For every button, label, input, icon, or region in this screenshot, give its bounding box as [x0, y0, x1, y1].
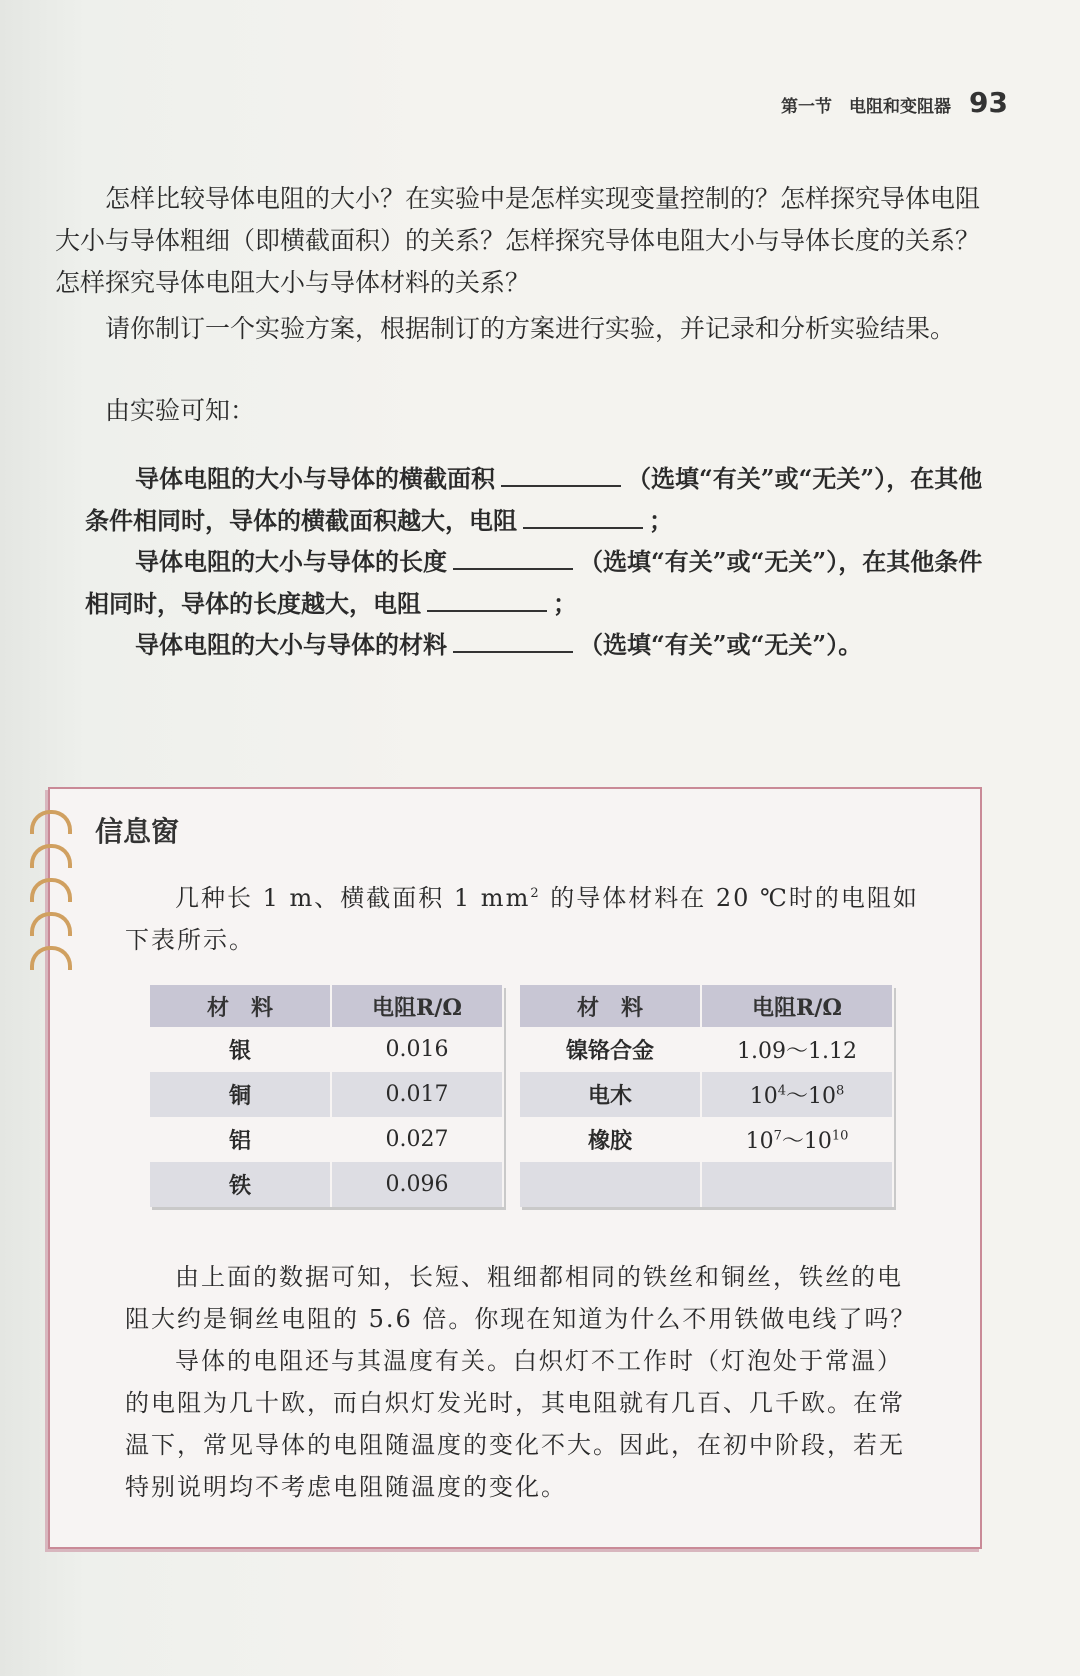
column-header-material: 材 料 [520, 985, 701, 1027]
section-title: 第一节 电阻和变阻器 [781, 97, 952, 117]
table-row: 银 0.016 [150, 1027, 503, 1072]
resistance-table-right [520, 985, 894, 1207]
answer-blank[interactable] [523, 501, 643, 529]
answer-blank[interactable] [501, 459, 621, 487]
experiment-plan-instruction: 请你制订一个实验方案，根据制订的方案进行实验，并记录和分析实验结果。 [105, 314, 956, 343]
inquiry-questions: 怎样比较导体电阻的大小？在实验中是怎样实现变量控制的？怎样探究导体电阻大小与导体粗细（即横截面积）的关系？怎样探究导体电阻大小与导体长度的关系？怎样探究导体电阻大小与导体材料的关系？ [55, 184, 981, 297]
info-iron-vs-copper: 由上面的数据可知，长短、粗细都相同的铁丝和铜丝，铁丝的电阻大约是铜丝电阻的 5.6 倍。你现在知道为什么不用铁做电线了吗？ [125, 1263, 917, 1333]
fill-blank-length: 导体电阻的大小与导体的长度 （选填“有关”或“无关”），在其他条件相同时，导体的长度越大，电阻 ； [85, 541, 985, 625]
table-row: 电木 $10^4\sim 10^8$ [520, 1072, 893, 1117]
resistance-table-left [150, 985, 504, 1207]
spiral-binding-icon [30, 810, 74, 980]
info-temperature-effect: 导体的电阻还与其温度有关。白炽灯不工作时（灯泡处于常温）的电阻为几十欧，而白炽灯发光时，其电阻就有几百、几千欧。在常温下，常见导体的电阻随温度的变化不大。因此，在初中阶段，若无特别说明均不考虑电阻随温度的变化。 [125, 1347, 905, 1501]
answer-blank[interactable] [453, 542, 573, 570]
info-window-title: 信息窗 [95, 815, 180, 848]
conclusion-lead: 由实验可知： [105, 396, 256, 425]
table-row: 橡胶 $10^7\sim 10^{10}$ [520, 1117, 893, 1162]
answer-blank[interactable] [427, 584, 547, 612]
page-number: 93 [969, 86, 1008, 119]
column-header-resistance: 电阻R/Ω [701, 985, 893, 1027]
table-row: 铝 0.027 [150, 1117, 503, 1162]
fill-blank-material: 导体电阻的大小与导体的材料 （选填“有关”或“无关”）。 [85, 624, 985, 666]
table-row: 镍铬合金 1.09～1.12 [520, 1027, 893, 1072]
column-header-resistance: 电阻R/Ω [331, 985, 503, 1027]
fill-blank-cross-section: 导体电阻的大小与导体的横截面积 （选填“有关”或“无关”），在其他条件相同时，导体的横截面积越大，电阻 ； [85, 458, 985, 542]
page-header [781, 86, 1008, 119]
table-row: 铜 0.017 [150, 1072, 503, 1117]
table-row: 铁 0.096 [150, 1162, 503, 1207]
info-intro: 几种长 1 m、横截面积 1 $mm^2$ 的导体材料在 20 ℃时的电阻如下表所示。 [125, 884, 919, 954]
column-header-material: 材 料 [150, 985, 331, 1027]
answer-blank[interactable] [453, 625, 573, 653]
table-row [520, 1162, 893, 1207]
